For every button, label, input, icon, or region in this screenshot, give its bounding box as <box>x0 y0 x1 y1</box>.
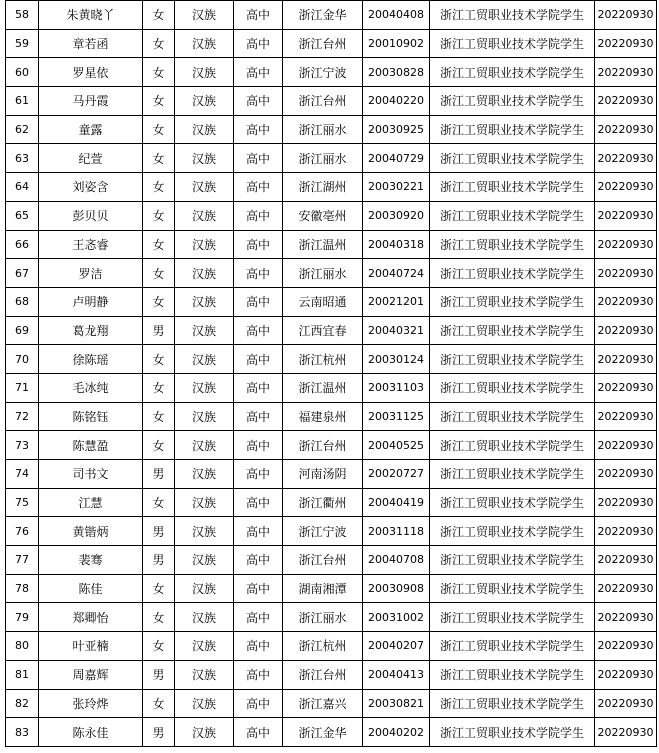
school-status-cell: 浙江工贸职业技术学院学生 <box>430 546 595 575</box>
record-date-cell: 20220930 <box>595 660 657 689</box>
school-status-cell: 浙江工贸职业技术学院学生 <box>430 632 595 661</box>
origin-cell: 浙江台州 <box>283 431 363 460</box>
record-date-cell: 20220930 <box>595 259 657 288</box>
name-cell: 毛冰纯 <box>39 373 143 402</box>
birth-date-cell: 20040202 <box>363 718 430 747</box>
table-row <box>6 689 657 718</box>
table-row <box>6 1 657 30</box>
origin-cell: 浙江丽水 <box>283 259 363 288</box>
record-date-cell: 20220930 <box>595 230 657 259</box>
roster-body <box>6 1 657 747</box>
row-number-cell: 63 <box>6 144 39 173</box>
ethnicity-cell: 汉族 <box>175 316 234 345</box>
row-number-cell: 65 <box>6 201 39 230</box>
education-cell: 高中 <box>234 173 283 202</box>
education-cell: 高中 <box>234 603 283 632</box>
education-cell: 高中 <box>234 201 283 230</box>
school-status-cell: 浙江工贸职业技术学院学生 <box>430 259 595 288</box>
school-status-cell: 浙江工贸职业技术学院学生 <box>430 689 595 718</box>
school-status-cell: 浙江工贸职业技术学院学生 <box>430 718 595 747</box>
origin-cell: 浙江温州 <box>283 373 363 402</box>
record-date-cell: 20220930 <box>595 718 657 747</box>
school-status-cell: 浙江工贸职业技术学院学生 <box>430 316 595 345</box>
school-status-cell: 浙江工贸职业技术学院学生 <box>430 603 595 632</box>
table-row <box>6 488 657 517</box>
row-number-cell: 77 <box>6 546 39 575</box>
name-cell: 陈佳 <box>39 574 143 603</box>
birth-date-cell: 20031002 <box>363 603 430 632</box>
ethnicity-cell: 汉族 <box>175 115 234 144</box>
school-status-cell: 浙江工贸职业技术学院学生 <box>430 173 595 202</box>
row-number-cell: 75 <box>6 488 39 517</box>
record-date-cell: 20220930 <box>595 546 657 575</box>
record-date-cell: 20220930 <box>595 431 657 460</box>
gender-cell: 女 <box>143 345 175 374</box>
table-row <box>6 373 657 402</box>
row-number-cell: 62 <box>6 115 39 144</box>
school-status-cell: 浙江工贸职业技术学院学生 <box>430 431 595 460</box>
ethnicity-cell: 汉族 <box>175 87 234 116</box>
school-status-cell: 浙江工贸职业技术学院学生 <box>430 460 595 489</box>
ethnicity-cell: 汉族 <box>175 689 234 718</box>
row-number-cell: 83 <box>6 718 39 747</box>
row-number-cell: 70 <box>6 345 39 374</box>
education-cell: 高中 <box>234 402 283 431</box>
school-status-cell: 浙江工贸职业技术学院学生 <box>430 201 595 230</box>
gender-cell: 男 <box>143 718 175 747</box>
record-date-cell: 20220930 <box>595 574 657 603</box>
origin-cell: 浙江嘉兴 <box>283 689 363 718</box>
row-number-cell: 76 <box>6 517 39 546</box>
gender-cell: 女 <box>143 259 175 288</box>
school-status-cell: 浙江工贸职业技术学院学生 <box>430 345 595 374</box>
record-date-cell: 20220930 <box>595 488 657 517</box>
origin-cell: 浙江台州 <box>283 660 363 689</box>
education-cell: 高中 <box>234 230 283 259</box>
row-number-cell: 66 <box>6 230 39 259</box>
ethnicity-cell: 汉族 <box>175 345 234 374</box>
record-date-cell: 20220930 <box>595 287 657 316</box>
gender-cell: 女 <box>143 230 175 259</box>
name-cell: 张玲烨 <box>39 689 143 718</box>
ethnicity-cell: 汉族 <box>175 259 234 288</box>
gender-cell: 女 <box>143 58 175 87</box>
education-cell: 高中 <box>234 287 283 316</box>
record-date-cell: 20220930 <box>595 460 657 489</box>
school-status-cell: 浙江工贸职业技术学院学生 <box>430 574 595 603</box>
gender-cell: 女 <box>143 689 175 718</box>
education-cell: 高中 <box>234 144 283 173</box>
birth-date-cell: 20040318 <box>363 230 430 259</box>
gender-cell: 女 <box>143 87 175 116</box>
ethnicity-cell: 汉族 <box>175 58 234 87</box>
education-cell: 高中 <box>234 689 283 718</box>
name-cell: 童露 <box>39 115 143 144</box>
table-row <box>6 632 657 661</box>
origin-cell: 浙江湖州 <box>283 173 363 202</box>
record-date-cell: 20220930 <box>595 201 657 230</box>
table-row <box>6 259 657 288</box>
origin-cell: 湖南湘潭 <box>283 574 363 603</box>
origin-cell: 福建泉州 <box>283 402 363 431</box>
education-cell: 高中 <box>234 1 283 30</box>
origin-cell: 浙江宁波 <box>283 58 363 87</box>
table-row <box>6 718 657 747</box>
table-row <box>6 144 657 173</box>
table-row <box>6 431 657 460</box>
record-date-cell: 20220930 <box>595 517 657 546</box>
school-status-cell: 浙江工贸职业技术学院学生 <box>430 230 595 259</box>
school-status-cell: 浙江工贸职业技术学院学生 <box>430 29 595 58</box>
name-cell: 陈慧盈 <box>39 431 143 460</box>
ethnicity-cell: 汉族 <box>175 517 234 546</box>
gender-cell: 男 <box>143 517 175 546</box>
education-cell: 高中 <box>234 345 283 374</box>
gender-cell: 女 <box>143 115 175 144</box>
gender-cell: 男 <box>143 316 175 345</box>
origin-cell: 浙江台州 <box>283 546 363 575</box>
gender-cell: 女 <box>143 603 175 632</box>
gender-cell: 女 <box>143 201 175 230</box>
row-number-cell: 78 <box>6 574 39 603</box>
table-row <box>6 517 657 546</box>
birth-date-cell: 20031118 <box>363 517 430 546</box>
ethnicity-cell: 汉族 <box>175 603 234 632</box>
table-row <box>6 660 657 689</box>
birth-date-cell: 20040729 <box>363 144 430 173</box>
gender-cell: 男 <box>143 660 175 689</box>
table-row <box>6 87 657 116</box>
gender-cell: 女 <box>143 173 175 202</box>
origin-cell: 浙江金华 <box>283 718 363 747</box>
name-cell: 郑卿怡 <box>39 603 143 632</box>
ethnicity-cell: 汉族 <box>175 144 234 173</box>
row-number-cell: 81 <box>6 660 39 689</box>
school-status-cell: 浙江工贸职业技术学院学生 <box>430 115 595 144</box>
birth-date-cell: 20040413 <box>363 660 430 689</box>
education-cell: 高中 <box>234 29 283 58</box>
birth-date-cell: 20030828 <box>363 58 430 87</box>
gender-cell: 女 <box>143 287 175 316</box>
ethnicity-cell: 汉族 <box>175 402 234 431</box>
ethnicity-cell: 汉族 <box>175 230 234 259</box>
ethnicity-cell: 汉族 <box>175 373 234 402</box>
education-cell: 高中 <box>234 316 283 345</box>
origin-cell: 浙江杭州 <box>283 345 363 374</box>
row-number-cell: 82 <box>6 689 39 718</box>
table-row <box>6 115 657 144</box>
record-date-cell: 20220930 <box>595 87 657 116</box>
record-date-cell: 20220930 <box>595 115 657 144</box>
birth-date-cell: 20030821 <box>363 689 430 718</box>
ethnicity-cell: 汉族 <box>175 488 234 517</box>
ethnicity-cell: 汉族 <box>175 574 234 603</box>
table-row <box>6 402 657 431</box>
gender-cell: 女 <box>143 29 175 58</box>
row-number-cell: 58 <box>6 1 39 30</box>
school-status-cell: 浙江工贸职业技术学院学生 <box>430 373 595 402</box>
birth-date-cell: 20031125 <box>363 402 430 431</box>
birth-date-cell: 20040207 <box>363 632 430 661</box>
ethnicity-cell: 汉族 <box>175 173 234 202</box>
education-cell: 高中 <box>234 488 283 517</box>
table-row <box>6 287 657 316</box>
row-number-cell: 80 <box>6 632 39 661</box>
school-status-cell: 浙江工贸职业技术学院学生 <box>430 402 595 431</box>
ethnicity-cell: 汉族 <box>175 1 234 30</box>
name-cell: 江慧 <box>39 488 143 517</box>
record-date-cell: 20220930 <box>595 603 657 632</box>
education-cell: 高中 <box>234 546 283 575</box>
birth-date-cell: 20030221 <box>363 173 430 202</box>
name-cell: 纪萱 <box>39 144 143 173</box>
ethnicity-cell: 汉族 <box>175 546 234 575</box>
education-cell: 高中 <box>234 460 283 489</box>
origin-cell: 浙江台州 <box>283 29 363 58</box>
origin-cell: 浙江丽水 <box>283 115 363 144</box>
table-row <box>6 546 657 575</box>
record-date-cell: 20220930 <box>595 345 657 374</box>
row-number-cell: 74 <box>6 460 39 489</box>
name-cell: 裴骞 <box>39 546 143 575</box>
name-cell: 刘姿含 <box>39 173 143 202</box>
origin-cell: 浙江衢州 <box>283 488 363 517</box>
origin-cell: 江西宜春 <box>283 316 363 345</box>
ethnicity-cell: 汉族 <box>175 201 234 230</box>
birth-date-cell: 20040708 <box>363 546 430 575</box>
record-date-cell: 20220930 <box>595 1 657 30</box>
row-number-cell: 64 <box>6 173 39 202</box>
roster-table <box>5 0 657 747</box>
table-row <box>6 201 657 230</box>
birth-date-cell: 20040220 <box>363 87 430 116</box>
education-cell: 高中 <box>234 574 283 603</box>
birth-date-cell: 20040321 <box>363 316 430 345</box>
ethnicity-cell: 汉族 <box>175 29 234 58</box>
record-date-cell: 20220930 <box>595 632 657 661</box>
name-cell: 王忞睿 <box>39 230 143 259</box>
table-row <box>6 29 657 58</box>
birth-date-cell: 20040724 <box>363 259 430 288</box>
gender-cell: 女 <box>143 144 175 173</box>
ethnicity-cell: 汉族 <box>175 632 234 661</box>
birth-date-cell: 20030925 <box>363 115 430 144</box>
table-row <box>6 460 657 489</box>
record-date-cell: 20220930 <box>595 173 657 202</box>
birth-date-cell: 20030124 <box>363 345 430 374</box>
school-status-cell: 浙江工贸职业技术学院学生 <box>430 87 595 116</box>
name-cell: 罗洁 <box>39 259 143 288</box>
school-status-cell: 浙江工贸职业技术学院学生 <box>430 58 595 87</box>
name-cell: 叶亚楠 <box>39 632 143 661</box>
ethnicity-cell: 汉族 <box>175 718 234 747</box>
gender-cell: 女 <box>143 574 175 603</box>
table-row <box>6 316 657 345</box>
origin-cell: 浙江温州 <box>283 230 363 259</box>
gender-cell: 女 <box>143 1 175 30</box>
row-number-cell: 68 <box>6 287 39 316</box>
education-cell: 高中 <box>234 718 283 747</box>
school-status-cell: 浙江工贸职业技术学院学生 <box>430 1 595 30</box>
gender-cell: 女 <box>143 488 175 517</box>
table-row <box>6 345 657 374</box>
row-number-cell: 69 <box>6 316 39 345</box>
birth-date-cell: 20010902 <box>363 29 430 58</box>
name-cell: 黄锴炳 <box>39 517 143 546</box>
row-number-cell: 71 <box>6 373 39 402</box>
record-date-cell: 20220930 <box>595 144 657 173</box>
row-number-cell: 59 <box>6 29 39 58</box>
name-cell: 司书文 <box>39 460 143 489</box>
ethnicity-cell: 汉族 <box>175 660 234 689</box>
name-cell: 陈铭钰 <box>39 402 143 431</box>
row-number-cell: 79 <box>6 603 39 632</box>
ethnicity-cell: 汉族 <box>175 460 234 489</box>
birth-date-cell: 20030920 <box>363 201 430 230</box>
birth-date-cell: 20040525 <box>363 431 430 460</box>
origin-cell: 浙江丽水 <box>283 144 363 173</box>
origin-cell: 河南汤阴 <box>283 460 363 489</box>
record-date-cell: 20220930 <box>595 402 657 431</box>
name-cell: 章若函 <box>39 29 143 58</box>
gender-cell: 女 <box>143 431 175 460</box>
name-cell: 彭贝贝 <box>39 201 143 230</box>
table-row <box>6 230 657 259</box>
record-date-cell: 20220930 <box>595 29 657 58</box>
ethnicity-cell: 汉族 <box>175 287 234 316</box>
table-row <box>6 173 657 202</box>
origin-cell: 浙江丽水 <box>283 603 363 632</box>
table-row <box>6 58 657 87</box>
education-cell: 高中 <box>234 259 283 288</box>
origin-cell: 浙江金华 <box>283 1 363 30</box>
birth-date-cell: 20021201 <box>363 287 430 316</box>
row-number-cell: 67 <box>6 259 39 288</box>
birth-date-cell: 20020727 <box>363 460 430 489</box>
education-cell: 高中 <box>234 517 283 546</box>
gender-cell: 女 <box>143 373 175 402</box>
record-date-cell: 20220930 <box>595 316 657 345</box>
origin-cell: 云南昭通 <box>283 287 363 316</box>
row-number-cell: 61 <box>6 87 39 116</box>
row-number-cell: 72 <box>6 402 39 431</box>
birth-date-cell: 20040419 <box>363 488 430 517</box>
name-cell: 陈永佳 <box>39 718 143 747</box>
gender-cell: 男 <box>143 546 175 575</box>
name-cell: 朱黄晓丫 <box>39 1 143 30</box>
school-status-cell: 浙江工贸职业技术学院学生 <box>430 287 595 316</box>
table-row <box>6 574 657 603</box>
record-date-cell: 20220930 <box>595 689 657 718</box>
birth-date-cell: 20040408 <box>363 1 430 30</box>
name-cell: 周嘉辉 <box>39 660 143 689</box>
gender-cell: 男 <box>143 460 175 489</box>
education-cell: 高中 <box>234 660 283 689</box>
origin-cell: 安徽亳州 <box>283 201 363 230</box>
name-cell: 徐陈瑶 <box>39 345 143 374</box>
name-cell: 葛龙翔 <box>39 316 143 345</box>
name-cell: 卢明静 <box>39 287 143 316</box>
education-cell: 高中 <box>234 632 283 661</box>
table-row <box>6 603 657 632</box>
name-cell: 马丹霞 <box>39 87 143 116</box>
education-cell: 高中 <box>234 115 283 144</box>
education-cell: 高中 <box>234 431 283 460</box>
origin-cell: 浙江台州 <box>283 87 363 116</box>
origin-cell: 浙江宁波 <box>283 517 363 546</box>
row-number-cell: 73 <box>6 431 39 460</box>
education-cell: 高中 <box>234 373 283 402</box>
origin-cell: 浙江杭州 <box>283 632 363 661</box>
record-date-cell: 20220930 <box>595 58 657 87</box>
gender-cell: 女 <box>143 632 175 661</box>
gender-cell: 女 <box>143 402 175 431</box>
ethnicity-cell: 汉族 <box>175 431 234 460</box>
school-status-cell: 浙江工贸职业技术学院学生 <box>430 660 595 689</box>
education-cell: 高中 <box>234 58 283 87</box>
birth-date-cell: 20030908 <box>363 574 430 603</box>
name-cell: 罗星依 <box>39 58 143 87</box>
birth-date-cell: 20031103 <box>363 373 430 402</box>
school-status-cell: 浙江工贸职业技术学院学生 <box>430 488 595 517</box>
education-cell: 高中 <box>234 87 283 116</box>
school-status-cell: 浙江工贸职业技术学院学生 <box>430 517 595 546</box>
record-date-cell: 20220930 <box>595 373 657 402</box>
row-number-cell: 60 <box>6 58 39 87</box>
school-status-cell: 浙江工贸职业技术学院学生 <box>430 144 595 173</box>
